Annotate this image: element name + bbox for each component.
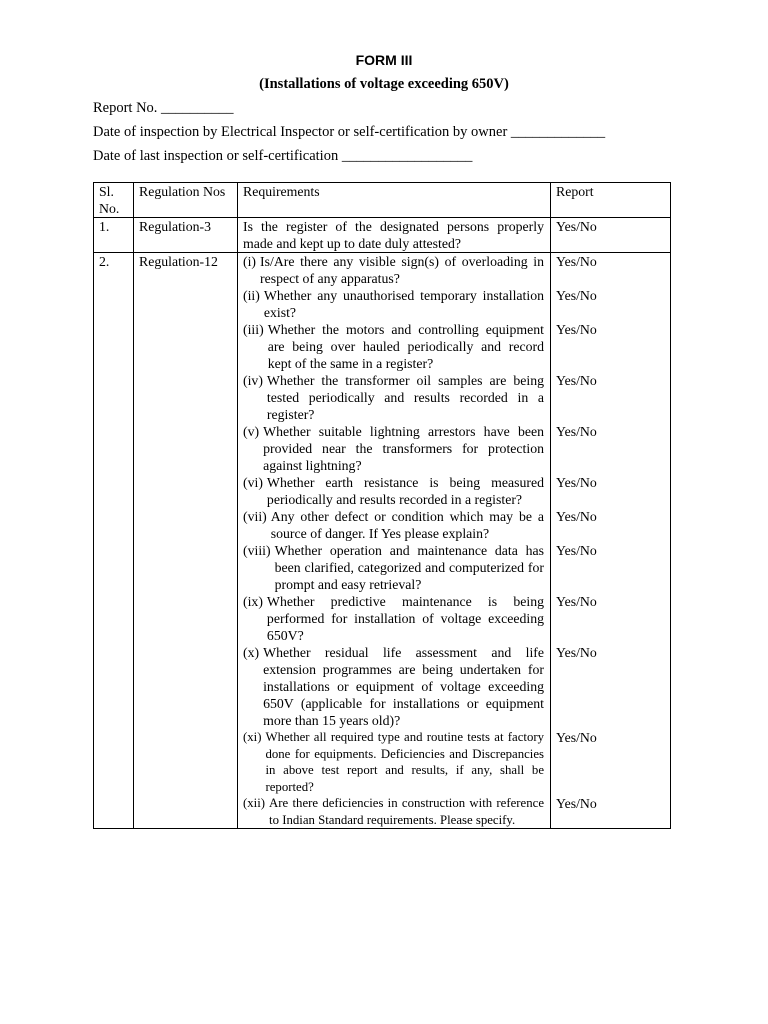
requirement-item <box>243 423 550 474</box>
item-number: (iii) <box>243 322 264 337</box>
requirement-item <box>243 372 550 423</box>
item-text: Whether the motors and controlling equipment are being over hauled periodically and record kept of the same in a register? <box>267 322 544 371</box>
item-number: (v) <box>243 424 260 439</box>
item-number: (viii) <box>243 543 271 558</box>
table-row <box>94 218 671 253</box>
item-report: Yes/No <box>556 373 597 388</box>
item-text: Whether any unauthorised temporary installation exist? <box>263 288 544 320</box>
requirement-item <box>243 729 550 795</box>
item-number: (iv) <box>243 373 263 388</box>
requirements-table <box>93 182 671 829</box>
requirement-item <box>243 321 550 372</box>
header-requirements: Requirements <box>238 183 551 218</box>
item-text: Are there deficiencies in construction with reference to Indian Standard requirements. Please specify. <box>269 796 544 827</box>
requirement-item <box>243 795 550 828</box>
item-report: Yes/No <box>556 509 597 524</box>
requirement-list <box>243 253 550 828</box>
requirement-item <box>243 474 550 508</box>
item-number: (i) <box>243 254 257 269</box>
requirement-item <box>243 593 550 644</box>
item-report: Yes/No <box>556 543 597 558</box>
requirement-item <box>243 253 550 287</box>
item-text: Is/Are there any visible sign(s) of overloading in respect of any apparatus? <box>260 254 544 286</box>
item-report: Yes/No <box>556 796 597 811</box>
table-row <box>94 253 671 829</box>
item-number: (vi) <box>243 475 263 490</box>
item-report: Yes/No <box>556 254 597 269</box>
item-text: Any other defect or condition which may be a source of danger. If Yes please explain? <box>270 509 544 541</box>
item-report: Yes/No <box>556 288 597 303</box>
item-report: Yes/No <box>556 645 597 660</box>
form-title: FORM III <box>355 52 413 68</box>
row-sl-no: 1. <box>94 218 134 253</box>
header-sl-no: Sl. No. <box>94 183 134 218</box>
row-requirement <box>238 218 551 253</box>
header-report: Report <box>551 183 671 218</box>
item-number: (xi) <box>243 730 262 744</box>
requirement-text: Is the register of the designated persons properly made and kept up to date duly attested? <box>243 219 544 251</box>
item-number: (xii) <box>243 796 266 810</box>
item-text: Whether predictive maintenance is being performed for installation of voltage exceeding 650V? <box>266 594 544 643</box>
requirement-item <box>243 542 550 593</box>
requirement-item <box>243 287 550 321</box>
row-regulation: Regulation-3 <box>134 218 238 253</box>
report-list <box>556 253 670 828</box>
row-requirement-list <box>238 253 551 829</box>
item-report: Yes/No <box>556 475 597 490</box>
last-inspection-line: Date of last inspection or self-certification __________________ <box>93 148 473 164</box>
row-sl-no: 2. <box>94 253 134 829</box>
item-number: (x) <box>243 645 260 660</box>
item-text: Whether suitable lightning arrestors have been provided near the transformers for protection against lightning? <box>263 424 544 473</box>
item-text: Whether the transformer oil samples are being tested periodically and results recorded in a register? <box>266 373 544 422</box>
requirement-item <box>243 508 550 542</box>
row-regulation: Regulation-12 <box>134 253 238 829</box>
item-report: Yes/No <box>556 594 597 609</box>
item-number: (ii) <box>243 288 260 303</box>
item-text: Whether earth resistance is being measured periodically and results recorded in a register? <box>266 475 544 507</box>
row-report: Yes/No <box>551 218 671 253</box>
inspection-date-line: Date of inspection by Electrical Inspector or self-certification by owner _____________ <box>93 124 606 140</box>
header-regulation: Regulation Nos <box>134 183 238 218</box>
report-number-line: Report No. __________ <box>93 100 234 116</box>
item-text: Whether all required type and routine tests at factory done for equipments. Deficiencies and Discrepancies in above test report and results, if any, shall be reported? <box>265 730 544 794</box>
item-report: Yes/No <box>556 322 597 337</box>
form-subtitle: (Installations of voltage exceeding 650V) <box>259 76 509 92</box>
item-number: (ix) <box>243 594 263 609</box>
item-text: Whether residual life assessment and life extension programmes are being undertaken for installations or equipment of voltage exceeding 650V (applicable for installations or equipment more than 15 years old)? <box>263 645 544 728</box>
item-text: Whether operation and maintenance data has been clarified, categorized and computerized for prompt and easy retrieval? <box>274 543 544 592</box>
requirement-item <box>243 644 550 729</box>
item-report: Yes/No <box>556 424 597 439</box>
table-header-row <box>94 183 671 218</box>
row-report-list <box>551 253 671 829</box>
item-number: (vii) <box>243 509 267 524</box>
item-report: Yes/No <box>556 730 597 745</box>
